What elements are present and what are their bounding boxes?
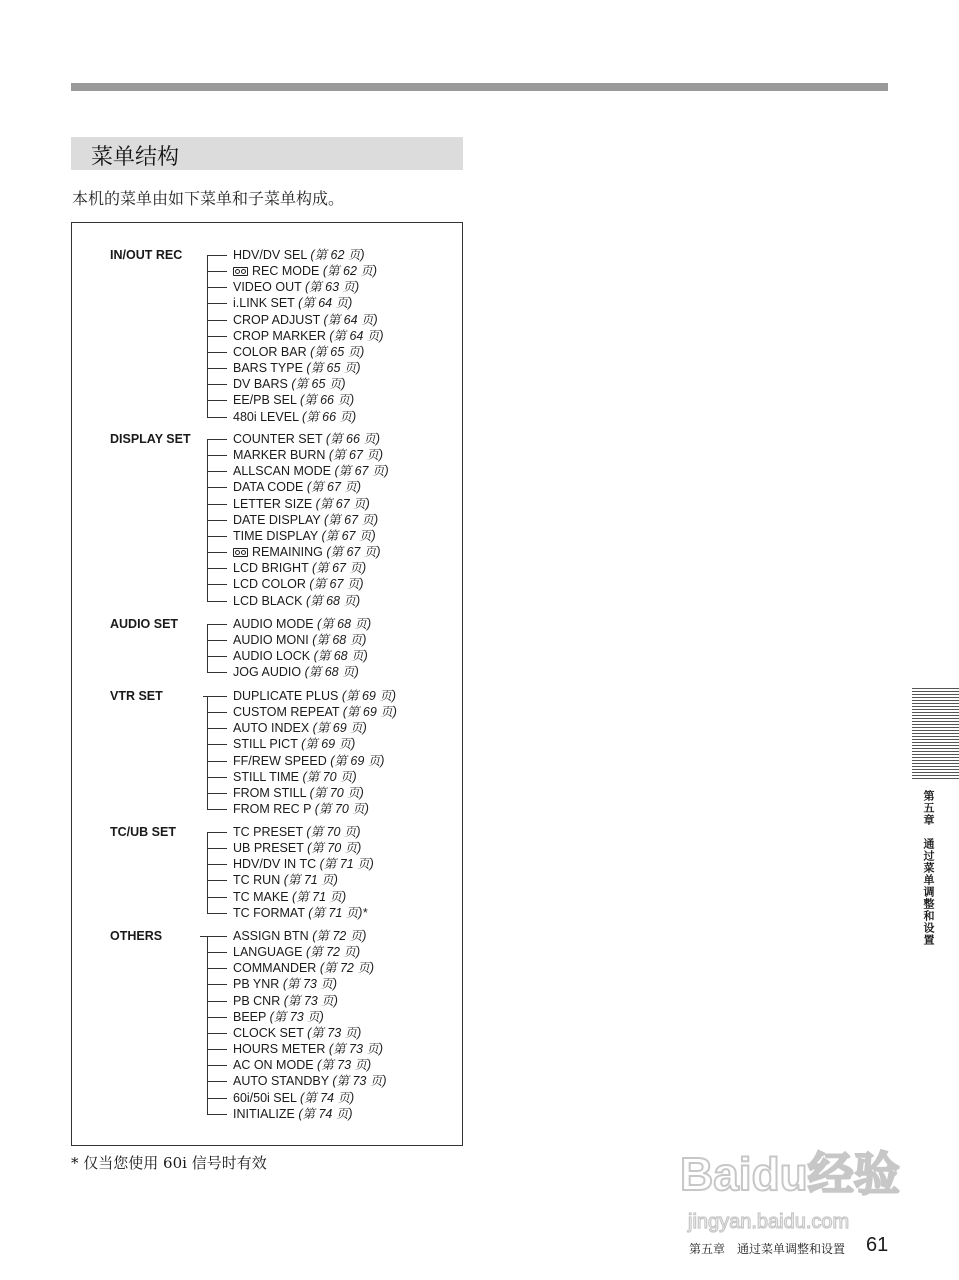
menu-item-page-ref: (第 68 页) bbox=[304, 665, 359, 680]
tree-branch-line bbox=[207, 624, 227, 625]
menu-item-page-ref: (第 71 页)* bbox=[308, 905, 368, 920]
menu-item-text bbox=[233, 431, 380, 447]
menu-item-name: TC MAKE bbox=[233, 889, 289, 904]
menu-item-page-ref: (第 72 页) bbox=[319, 961, 375, 976]
menu-item-text bbox=[233, 824, 361, 840]
tree-branch-line bbox=[207, 303, 227, 304]
menu-item-name: ALLSCAN MODE bbox=[233, 464, 331, 479]
menu-item-name: STILL TIME bbox=[233, 769, 299, 784]
menu-item-name: 60i/50i SEL bbox=[233, 1090, 297, 1105]
menu-item-name: FF/REW SPEED bbox=[233, 753, 327, 768]
tree-branch-line bbox=[207, 255, 227, 256]
menu-item-name: INITIALIZE bbox=[233, 1106, 295, 1121]
menu-group-label: TC/UB SET bbox=[110, 825, 176, 839]
menu-item-text bbox=[233, 1106, 353, 1122]
menu-item-name: i.LINK SET bbox=[233, 296, 295, 311]
menu-item-page-ref: (第 67 页) bbox=[326, 545, 381, 560]
menu-item-text bbox=[233, 960, 374, 976]
tree-branch-line bbox=[207, 936, 227, 937]
menu-tree bbox=[71, 222, 463, 1146]
menu-item-page-ref: (第 69 页) bbox=[301, 737, 356, 752]
menu-item-text bbox=[233, 872, 338, 888]
menu-item-text bbox=[233, 263, 377, 279]
tree-branch-line bbox=[207, 384, 227, 385]
tree-branch-line bbox=[207, 1017, 227, 1018]
menu-item-name: CUSTOM REPEAT bbox=[233, 705, 340, 720]
menu-item-page-ref: (第 70 页) bbox=[306, 825, 361, 839]
menu-item-text bbox=[233, 664, 359, 680]
menu-item-text bbox=[233, 279, 359, 295]
menu-item-name: MARKER BURN bbox=[233, 448, 326, 463]
section-title: 菜单结构 bbox=[91, 145, 180, 170]
section-title-bar bbox=[71, 137, 463, 170]
menu-item-text bbox=[233, 1041, 383, 1057]
menu-item-page-ref: (第 67 页) bbox=[306, 480, 362, 495]
menu-item-name: FROM STILL bbox=[233, 785, 307, 800]
tree-branch-line bbox=[207, 832, 227, 833]
menu-item-text bbox=[233, 632, 366, 648]
tree-branch-line bbox=[207, 487, 227, 488]
menu-item-text bbox=[233, 856, 374, 872]
menu-item-text bbox=[233, 463, 389, 479]
watermark-sub: jingyan.baidu.com bbox=[688, 1211, 850, 1233]
menu-item-page-ref: (第 69 页) bbox=[330, 753, 385, 768]
menu-item-page-ref: (第 65 页) bbox=[306, 361, 361, 376]
menu-item-text bbox=[233, 769, 357, 785]
menu-item-name: COMMANDER bbox=[233, 961, 317, 976]
footer-chapter: 第五章 通过菜单调整和设置 bbox=[689, 1242, 846, 1256]
tree-branch-line bbox=[207, 1033, 227, 1034]
menu-group-label: IN/OUT REC bbox=[110, 248, 183, 262]
menu-item-text bbox=[233, 1090, 354, 1106]
tree-branch-line bbox=[207, 504, 227, 505]
menu-item-page-ref: (第 73 页) bbox=[283, 993, 338, 1008]
tree-branch-line bbox=[207, 536, 227, 537]
chapter-tab-label: 第五章 通过菜单调整和设置 bbox=[922, 790, 935, 946]
menu-item-text bbox=[233, 360, 361, 376]
menu-item-name: LCD BLACK bbox=[233, 593, 303, 608]
menu-item-name: UB PRESET bbox=[233, 841, 304, 856]
menu-item-text bbox=[233, 576, 364, 592]
menu-item-text bbox=[233, 753, 384, 769]
tree-branch-line bbox=[207, 952, 227, 953]
menu-group-label: DISPLAY SET bbox=[110, 432, 191, 446]
tree-branch-line bbox=[207, 696, 227, 697]
tree-branch-line bbox=[207, 864, 227, 865]
tree-branch-line bbox=[207, 848, 227, 849]
menu-item-name: DATE DISPLAY bbox=[233, 512, 321, 527]
tree-branch-line bbox=[207, 417, 227, 418]
menu-item-page-ref: (第 62 页) bbox=[322, 264, 378, 279]
menu-item-page-ref: (第 67 页) bbox=[309, 577, 364, 592]
menu-item-name: CLOCK SET bbox=[233, 1025, 304, 1040]
menu-item-page-ref: (第 73 页) bbox=[269, 1009, 324, 1024]
menu-item-name: TC RUN bbox=[233, 873, 281, 888]
tape-icon bbox=[233, 548, 248, 557]
menu-item-name: LCD COLOR bbox=[233, 577, 306, 592]
menu-item-name: AUTO STANDBY bbox=[233, 1074, 329, 1089]
menu-item-name: AUDIO MONI bbox=[233, 633, 309, 648]
menu-item-name: BEEP bbox=[233, 1009, 267, 1024]
menu-item-name: 480i LEVEL bbox=[233, 409, 299, 424]
menu-item-text bbox=[233, 944, 360, 960]
menu-item-page-ref: (第 68 页) bbox=[313, 649, 368, 664]
intro-text: 本机的菜单由如下菜单和子菜单构成。 bbox=[72, 189, 345, 208]
menu-item-text bbox=[233, 528, 376, 544]
menu-item-name: VIDEO OUT bbox=[233, 280, 302, 295]
menu-item-text bbox=[233, 648, 368, 664]
menu-item-text bbox=[233, 905, 367, 921]
tree-branch-line bbox=[207, 656, 227, 657]
menu-item-name: TC PRESET bbox=[233, 825, 303, 839]
menu-item-text bbox=[233, 512, 378, 528]
menu-item-page-ref: (第 64 页) bbox=[323, 312, 378, 327]
tree-branch-line bbox=[207, 744, 227, 745]
page-number: 61 bbox=[866, 1234, 889, 1256]
watermark-main: Baidu经验 bbox=[680, 1148, 900, 1200]
menu-item-name: BARS TYPE bbox=[233, 361, 303, 376]
menu-item-text bbox=[233, 295, 352, 311]
tree-branch-line bbox=[207, 1081, 227, 1082]
menu-item-text bbox=[233, 993, 338, 1009]
tree-branch-line bbox=[207, 400, 227, 401]
menu-item-name: PB CNR bbox=[233, 993, 281, 1008]
menu-item-name: HOURS METER bbox=[233, 1042, 326, 1057]
menu-item-page-ref: (第 64 页) bbox=[329, 328, 384, 343]
menu-item-page-ref: (第 68 页) bbox=[312, 633, 367, 648]
menu-item-name: CROP ADJUST bbox=[233, 312, 321, 327]
tree-trunk-line bbox=[207, 936, 208, 1114]
tree-branch-line bbox=[207, 568, 227, 569]
menu-item-page-ref: (第 70 页) bbox=[307, 841, 362, 856]
menu-item-name: AUDIO MODE bbox=[233, 617, 314, 631]
menu-group-label: OTHERS bbox=[110, 929, 163, 943]
menu-item-text bbox=[233, 840, 361, 856]
menu-item-name: STILL PICT bbox=[233, 737, 298, 752]
menu-item-page-ref: (第 73 页) bbox=[307, 1025, 362, 1040]
menu-item-page-ref: (第 65 页) bbox=[310, 344, 365, 359]
menu-item-name: AUTO INDEX bbox=[233, 721, 310, 736]
menu-item-text bbox=[233, 928, 366, 944]
menu-item-name: LETTER SIZE bbox=[233, 496, 313, 511]
menu-item-name: COUNTER SET bbox=[233, 432, 323, 446]
menu-item-page-ref: (第 67 页) bbox=[334, 464, 389, 479]
menu-item-name: REMAINING bbox=[252, 545, 323, 560]
menu-item-page-ref: (第 65 页) bbox=[291, 377, 346, 392]
tree-branch-line bbox=[207, 809, 227, 810]
menu-item-page-ref: (第 68 页) bbox=[305, 593, 361, 608]
menu-item-name: FROM REC P bbox=[233, 802, 312, 817]
menu-item-name: AUDIO LOCK bbox=[233, 649, 311, 664]
tree-branch-line bbox=[207, 584, 227, 585]
menu-item-name: COLOR BAR bbox=[233, 344, 307, 359]
menu-item-text bbox=[233, 1025, 361, 1041]
menu-item-page-ref: (第 66 页) bbox=[302, 409, 357, 424]
menu-item-text bbox=[233, 496, 370, 512]
menu-item-page-ref: (第 67 页) bbox=[315, 496, 370, 511]
menu-item-page-ref: (第 73 页) bbox=[282, 977, 337, 992]
tree-branch-line bbox=[207, 439, 227, 440]
menu-item-text bbox=[233, 704, 397, 720]
menu-item-text bbox=[233, 409, 356, 425]
menu-item-name: TC FORMAT bbox=[233, 905, 305, 920]
menu-item-name: DUPLICATE PLUS bbox=[233, 689, 339, 703]
baidu-watermark bbox=[672, 1140, 907, 1240]
menu-item-name: HDV/DV IN TC bbox=[233, 857, 317, 872]
tape-icon bbox=[233, 267, 248, 276]
menu-item-page-ref: (第 70 页) bbox=[302, 769, 357, 784]
menu-item-name: REC MODE bbox=[252, 264, 320, 279]
menu-item-page-ref: (第 67 页) bbox=[324, 512, 379, 527]
menu-item-text bbox=[233, 312, 378, 328]
menu-item-text bbox=[233, 616, 371, 632]
menu-item-name: TIME DISPLAY bbox=[233, 528, 318, 543]
menu-item-name: CROP MARKER bbox=[233, 328, 326, 343]
tree-branch-line bbox=[207, 552, 227, 553]
menu-item-name: DATA CODE bbox=[233, 480, 304, 495]
tree-branch-line bbox=[207, 352, 227, 353]
tree-trunk-line bbox=[207, 624, 208, 672]
tree-branch-line bbox=[207, 336, 227, 337]
tree-branch-line bbox=[207, 1049, 227, 1050]
menu-item-text bbox=[233, 247, 365, 263]
menu-item-page-ref: (第 66 页) bbox=[299, 393, 355, 408]
menu-item-page-ref: (第 73 页) bbox=[317, 1058, 372, 1073]
menu-item-page-ref: (第 64 页) bbox=[298, 296, 353, 311]
menu-item-text bbox=[233, 889, 346, 905]
menu-item-name: DV BARS bbox=[233, 377, 288, 392]
tree-branch-line bbox=[207, 368, 227, 369]
group-connector-line bbox=[200, 936, 207, 937]
tree-branch-line bbox=[207, 640, 227, 641]
tree-branch-line bbox=[207, 1114, 227, 1115]
tree-branch-line bbox=[207, 1065, 227, 1066]
menu-item-text bbox=[233, 736, 355, 752]
menu-item-text bbox=[233, 785, 364, 801]
tree-branch-line bbox=[207, 1098, 227, 1099]
menu-item-name: PB YNR bbox=[233, 977, 280, 992]
menu-item-page-ref: (第 72 页) bbox=[312, 929, 367, 943]
tree-branch-line bbox=[207, 913, 227, 914]
menu-item-name: EE/PB SEL bbox=[233, 393, 297, 408]
tree-branch-line bbox=[207, 271, 227, 272]
tree-branch-line bbox=[207, 793, 227, 794]
menu-item-page-ref: (第 69 页) bbox=[341, 689, 397, 703]
menu-item-page-ref: (第 67 页) bbox=[321, 528, 376, 543]
menu-item-text bbox=[233, 1073, 387, 1089]
menu-item-page-ref: (第 68 页) bbox=[317, 617, 372, 631]
menu-item-page-ref: (第 72 页) bbox=[305, 945, 361, 960]
tree-branch-line bbox=[207, 455, 227, 456]
menu-item-text bbox=[233, 720, 367, 736]
tree-branch-line bbox=[207, 471, 227, 472]
menu-item-text bbox=[233, 976, 337, 992]
menu-item-page-ref: (第 62 页) bbox=[310, 248, 365, 262]
menu-item-page-ref: (第 70 页) bbox=[309, 785, 364, 800]
chapter-tab-stripes bbox=[912, 688, 959, 780]
menu-item-page-ref: (第 69 页) bbox=[312, 721, 367, 736]
menu-item-page-ref: (第 70 页) bbox=[314, 802, 369, 817]
menu-item-text bbox=[233, 392, 354, 408]
menu-item-name: JOG AUDIO bbox=[233, 665, 302, 680]
menu-item-page-ref: (第 71 页) bbox=[283, 873, 338, 888]
menu-item-page-ref: (第 71 页) bbox=[292, 889, 347, 904]
menu-item-page-ref: (第 69 页) bbox=[342, 705, 397, 720]
menu-item-page-ref: (第 63 页) bbox=[305, 280, 360, 295]
menu-item-page-ref: (第 67 页) bbox=[311, 561, 367, 576]
menu-item-text bbox=[233, 560, 366, 576]
menu-item-page-ref: (第 71 页) bbox=[319, 857, 374, 872]
menu-group-label: VTR SET bbox=[110, 689, 163, 703]
menu-item-text bbox=[233, 593, 360, 609]
menu-item-text bbox=[233, 376, 346, 392]
menu-item-text bbox=[233, 344, 364, 360]
menu-item-name: AC ON MODE bbox=[233, 1058, 314, 1073]
menu-item-text bbox=[233, 1009, 324, 1025]
menu-item-text bbox=[233, 688, 396, 704]
menu-item-name: ASSIGN BTN bbox=[233, 929, 309, 943]
menu-item-text bbox=[233, 328, 384, 344]
tree-branch-line bbox=[207, 880, 227, 881]
tree-branch-line bbox=[207, 777, 227, 778]
menu-item-page-ref: (第 73 页) bbox=[328, 1042, 384, 1057]
menu-item-page-ref: (第 67 页) bbox=[328, 448, 384, 463]
tree-branch-line bbox=[207, 601, 227, 602]
menu-item-text bbox=[233, 447, 383, 463]
tree-branch-line bbox=[207, 520, 227, 521]
menu-item-name: HDV/DV SEL bbox=[233, 248, 307, 262]
menu-item-text bbox=[233, 479, 361, 495]
tree-branch-line bbox=[207, 728, 227, 729]
menu-item-page-ref: (第 74 页) bbox=[299, 1090, 355, 1105]
menu-group-label: AUDIO SET bbox=[110, 617, 179, 631]
tree-branch-line bbox=[207, 712, 227, 713]
tree-branch-line bbox=[207, 1001, 227, 1002]
menu-item-name: LANGUAGE bbox=[233, 945, 303, 960]
tree-branch-line bbox=[207, 761, 227, 762]
tree-trunk-line bbox=[207, 832, 208, 913]
tree-branch-line bbox=[207, 984, 227, 985]
menu-item-page-ref: (第 73 页) bbox=[332, 1074, 387, 1089]
menu-item-text bbox=[233, 801, 369, 817]
footnote: * 仅当您使用 60i 信号时有效 bbox=[71, 1154, 267, 1172]
menu-item-page-ref: (第 74 页) bbox=[298, 1106, 353, 1121]
menu-item-text bbox=[233, 544, 381, 560]
menu-item-name: LCD BRIGHT bbox=[233, 561, 309, 576]
menu-item-page-ref: (第 66 页) bbox=[325, 432, 381, 446]
tree-branch-line bbox=[207, 968, 227, 969]
tree-branch-line bbox=[207, 320, 227, 321]
top-rule bbox=[71, 83, 888, 91]
tree-branch-line bbox=[207, 287, 227, 288]
tree-branch-line bbox=[207, 897, 227, 898]
tree-branch-line bbox=[207, 672, 227, 673]
menu-item-text bbox=[233, 1057, 371, 1073]
